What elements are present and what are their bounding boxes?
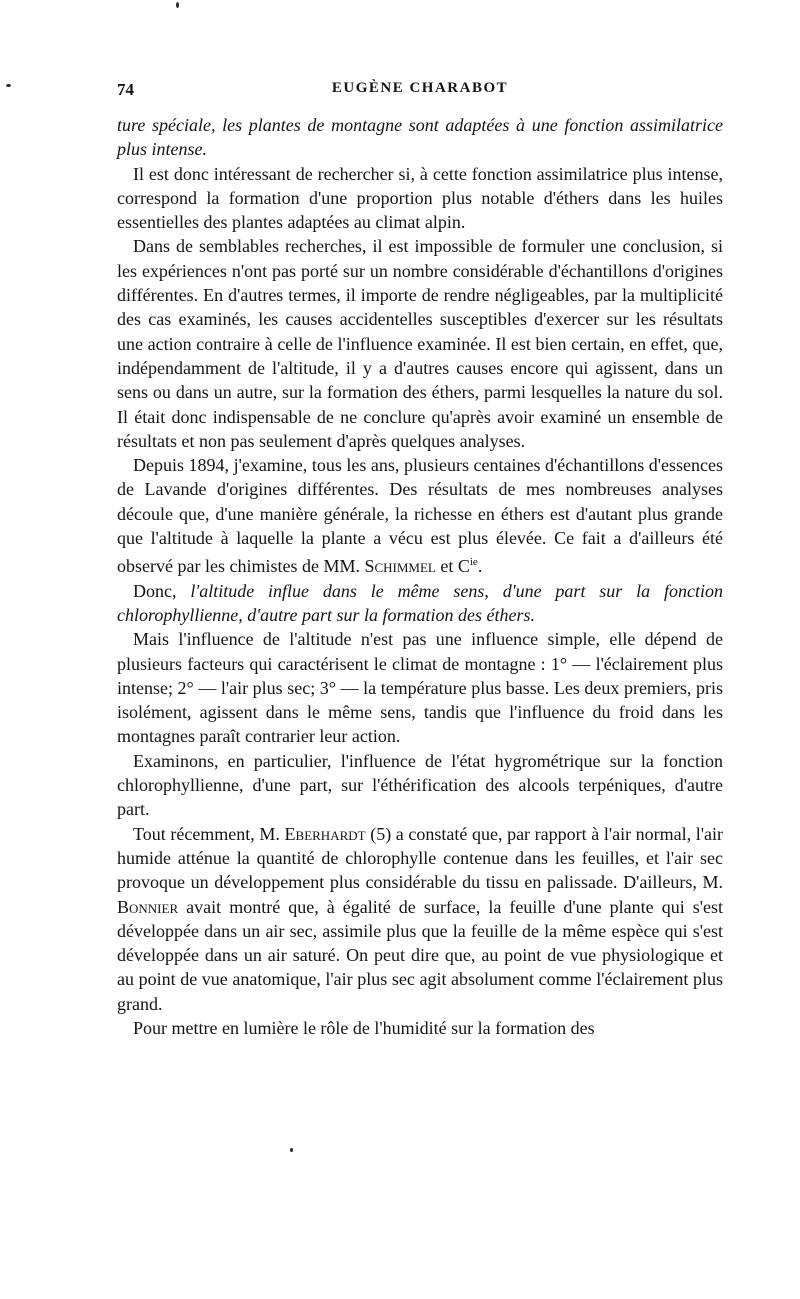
text-run: Dans de semblables recherches, il est impossible de formuler une conclusion, si les expériences n'ont pas porté sur un nombre considérable d'échantillons d'origines différentes. En d'autres termes, il importe de rendre négligeables, par la multiplicité des cas examinés, les causes accidentelles susceptibles d'exercer sur les résultats une action contraire à celle de l'influence examinée. Il est bien certain, en effet, que, indépendamment de l'altitude, il y a d'autres causes encore qui agissent, dans un sens ou dans un autre, sur la formation des éthers, parmi lesquelles la nature du sol. Il était donc indispensable de ne conclure qu'après avoir examiné un ensemble de résultats et non pas seulement d'après quelques analyses. (117, 236, 723, 451)
paragraph (117, 1016, 723, 1040)
text-run: Examinons, en particulier, l'influence de l'état hygrométrique sur la fonction chlorophyllienne, d'une part, sur l'éthérification des alcools terpéniques, d'autre part. (117, 750, 723, 820)
text-run: Depuis 1894, j'examine, tous les ans, plusieurs centaines d'échantillons d'essences de Lavande d'origines différentes. Des résultats de mes nombreuses analyses découle que, d'une manière générale, la richesse en éthers est d'autant plus grande que l'altitude à laquelle la plante a vécu est plus élevée. Ce fait a d'ailleurs été observé par les chimistes de MM. (117, 455, 723, 577)
print-speck-bottom (290, 1148, 293, 1152)
text-run: Mais l'influence de l'altitude n'est pas une influence simple, elle dépend de plusieurs facteurs qui caractérisent le climat de montagne : 1° — l'éclairement plus intense; 2° — l'air plus sec; 3° — la température plus basse. Les deux premiers, pris isolément, agissent dans le même sens, tandis que l'influence du froid dans les montagnes paraît contrarier leur action. (117, 629, 723, 747)
text-run: (5) a constaté que, par rapport à l'air normal, l'air humide atténue la quantité de chlorophylle contenue dans les feuilles, et l'air sec provoque un développement plus considérable du tissu en palissade. D'ailleurs, M. (117, 823, 723, 893)
superscript: ie (469, 556, 478, 569)
italic-text: ture spéciale, les plantes de montagne sont adaptées à une fonction assimilatrice plus intense. (117, 115, 723, 160)
paragraph (117, 749, 723, 822)
text-run: . (477, 556, 483, 577)
italic-text: l'altitude influe dans le même sens, d'une part sur la fonction chlorophyllienne, d'autre part sur la formation des éthers. (117, 580, 723, 625)
author-name: Schimmel (364, 556, 436, 577)
paragraph (117, 453, 723, 578)
text-run: Il est donc intéressant de rechercher si, à cette fonction assimilatrice plus intense, correspond la formation d'une proportion plus notable d'éthers dans les huiles essentielles des plantes adaptées au climat alpin. (117, 163, 723, 233)
text-run: Donc, (133, 580, 191, 601)
paragraph (117, 579, 723, 628)
paragraph (117, 162, 723, 235)
body-text (117, 113, 723, 1040)
text-run: Pour mettre en lumière le rôle de l'humidité sur la formation des (133, 1017, 595, 1038)
print-speck-margin (6, 84, 11, 87)
print-speck-top (176, 2, 179, 8)
author-name: Bonnier (117, 896, 179, 917)
paragraph (117, 113, 723, 162)
paragraph (117, 627, 723, 748)
paragraph (117, 234, 723, 453)
page-number: 74 (117, 80, 134, 99)
paragraph (117, 822, 723, 1016)
author-name: Eberhardt (284, 823, 366, 844)
text-run: et C (435, 556, 470, 577)
running-head: EUGÈNE CHARABOT (331, 80, 509, 96)
text-run: avait montré que, à égalité de surface, la feuille d'une plante qui s'est développée dans un air sec, assimile plus que la feuille de la même espèce qui s'est développée dans un air saturé. On peut dire que, au point de vue physiologique et au point de vue anatomique, l'air plus sec agit absolument comme l'éclairement plus grand. (117, 896, 723, 1014)
text-run: Tout récemment, M. (133, 823, 285, 844)
page-header (117, 80, 723, 102)
